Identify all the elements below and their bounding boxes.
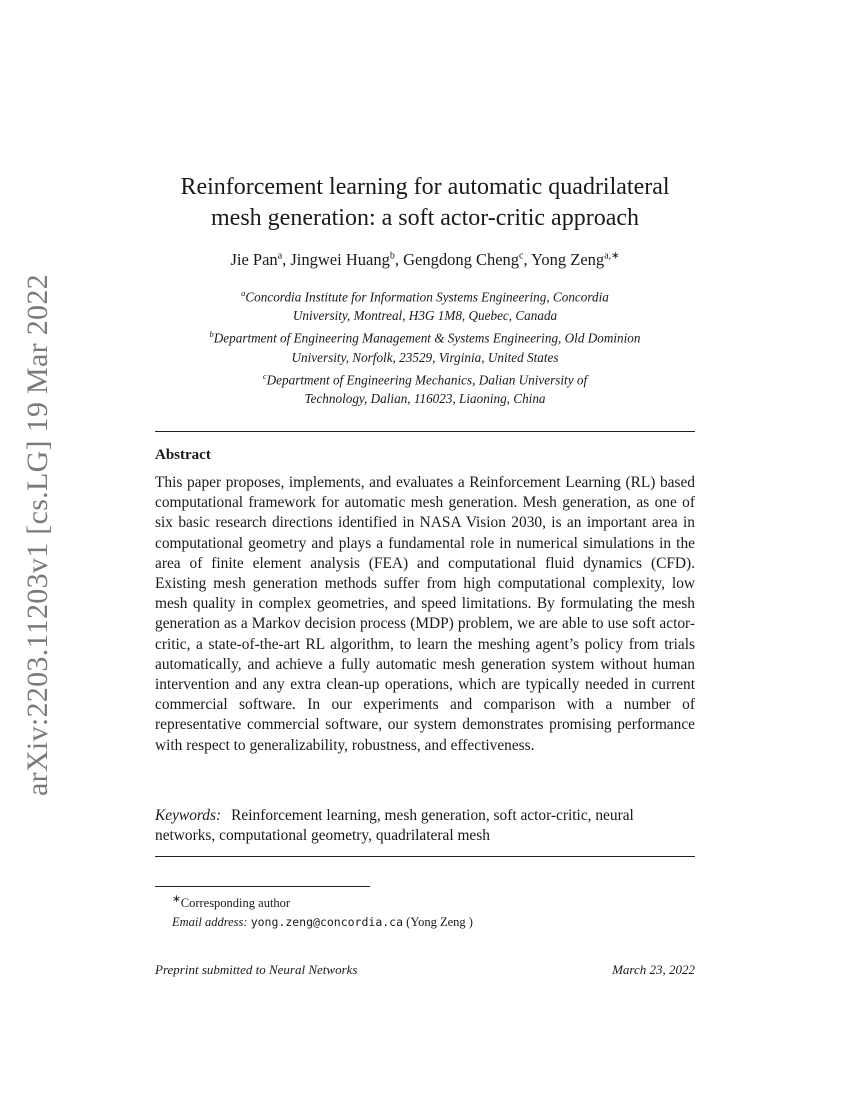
corresponding-author-text: Corresponding author [180, 896, 291, 911]
affiliation [150, 284, 700, 306]
abstract-text: This paper proposes, implements, and evaluates a Reinforcement Learning (RL) based computational framework for automatic mesh generation. Mesh generation, as one of six basic research directions identified in NASA Vision 2030, is an important area in computational geometry and plays a fundamental role in numerical simulations in the area of finite element analysis (FEA) and computational fluid dynamics (CFD). Existing mesh generation methods suffer from high computational complexity, low mesh quality in complex geometries, and speed limitations. By formulating the mesh generation as a Markov decision process (MDP) problem, we are able to use soft actor-critic, a state-of-the-art RL algorithm, to learn the meshing agent’s policy from trials automatically, and achieve a fully automatic mesh generation system without human intervention and any extra clean-up operations, which are typically needed in current commercial software. In our experiments and comparison with a number of representative commercial software, our system demonstrates promising performance with respect to generalizability, robustness, and effectiveness. [155, 474, 695, 754]
abstract-top-rule [155, 431, 695, 432]
footnote [172, 890, 692, 932]
email-link[interactable]: yong.zeng@concordia.ca [250, 915, 404, 930]
affiliation-line: Department of Engineering Management & Systems Engineering, Old Dominion [213, 330, 641, 346]
footnote-marker: ∗ [172, 894, 181, 905]
author-affiliation-mark: a,∗ [604, 250, 620, 262]
keywords-label: Keywords: [155, 807, 222, 824]
arxiv-identifier-stamp [8, 274, 68, 796]
author-affiliation-mark: b [389, 250, 395, 262]
abstract-heading: Abstract [155, 447, 211, 463]
affiliation-line: Department of Engineering Mechanics, Dalian University of [266, 372, 588, 388]
affiliation-mark: a [241, 288, 246, 298]
keywords-text: Reinforcement learning, mesh generation, soft actor-critic, neural networks, computational geometry, quadrilateral mesh [155, 807, 634, 845]
affiliation-line: University, Norfolk, 23529, Virginia, United States [291, 349, 559, 365]
paper-title [100, 172, 750, 234]
author-name: Yong Zeng [531, 250, 605, 269]
arxiv-identifier-text: arXiv:2203.11203v1 [cs.LG] 19 Mar 2022 [21, 274, 54, 796]
affiliation-mark: b [209, 329, 214, 340]
author-name: Jie Pan [230, 250, 278, 269]
author-affiliation-mark: a [277, 250, 283, 262]
affiliation-line: University, Montreal, H3G 1M8, Quebec, Canada [292, 308, 558, 324]
footnote-rule [155, 886, 370, 887]
author-list: Jie Pan$^a$, Jingwei Huang$^b$, Gengdong Cheng$^c$, Yong Zeng$^{a,∗}$ [230, 250, 620, 269]
email-line [172, 913, 692, 932]
paper-title-line-2: mesh generation: a soft actor-critic approach [211, 205, 639, 231]
corresponding-author-note [172, 890, 692, 913]
affiliation [150, 325, 700, 347]
email-owner: (Yong Zeng ) [406, 915, 473, 930]
author-name: Jingwei Huang [290, 250, 390, 269]
email-label: Email address: [172, 915, 248, 930]
affiliation-mark: c [262, 370, 267, 381]
affiliation-line: Technology, Dalian, 116023, Liaoning, China [304, 391, 546, 407]
affiliation [150, 367, 700, 389]
affiliation-line: Concordia Institute for Information Systems Engineering, Concordia [245, 289, 609, 305]
author-affiliation-mark: c [519, 250, 524, 262]
paper-title-line-1: Reinforcement learning for automatic quadrilateral [180, 174, 670, 200]
keywords [155, 806, 695, 846]
author-name: Gengdong Cheng [403, 250, 520, 269]
affiliation-list [150, 284, 700, 408]
preprint-date: March 23, 2022 [612, 962, 695, 977]
preprint-note: Preprint submitted to Neural Networks [155, 962, 358, 977]
abstract-bottom-rule [155, 856, 695, 857]
